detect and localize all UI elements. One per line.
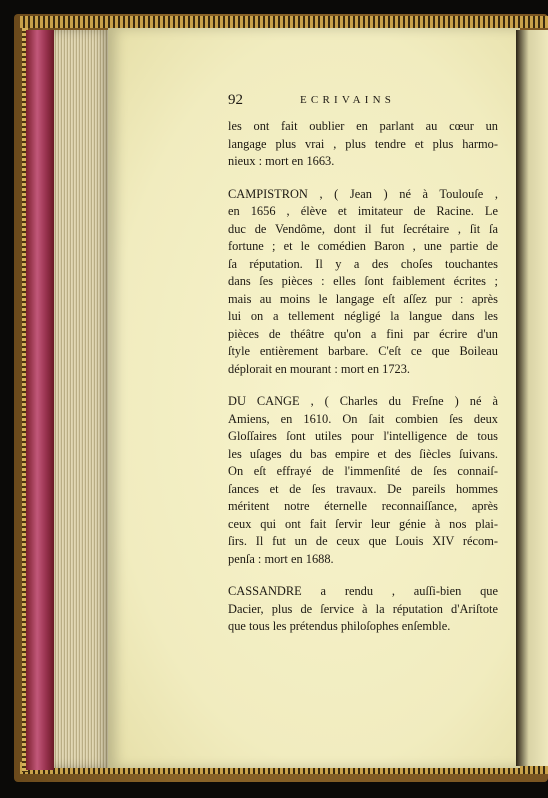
text-line: CASSANDRE a rendu , auſſi-bien que <box>228 584 498 598</box>
text-line: lui on a tellement négligé la langue dans les <box>228 309 498 323</box>
red-page-edge <box>26 30 54 770</box>
text-line: langage plus vrai , plus tendre et plus harmo- <box>228 136 498 151</box>
text-line: ſtyle entièrement barbare. C'eſt ce que Boileau <box>228 344 498 358</box>
page-number: 92 <box>228 92 243 108</box>
running-header <box>228 92 458 110</box>
text-line: penſa : mort en 1688. <box>228 551 334 566</box>
text-line: les uſages du bas empire et des ſiècles ſuivans. <box>228 446 498 461</box>
text-line: duc de Vendôme, dont il fut ſecrétaire , ſit ſa <box>228 221 498 236</box>
text-line: méritent notre éternelle reconnaiſſance, après <box>228 499 498 513</box>
text-line: mais au moins le langage eſt aſſez pur : après <box>228 291 498 306</box>
text-line: pièces de théâtre qu'on a fini par écrire d'un <box>228 326 498 341</box>
text-line: Amiens, en 1610. On ſait combien ſes deux <box>228 411 498 426</box>
paragraph <box>228 118 498 171</box>
text-line: dans ſes pièces : elles ſont faiblement écrites ; <box>228 274 498 288</box>
text-line: On eſt effrayé de l'immenſité de ſes connaiſ- <box>228 464 498 478</box>
gilt-border-top <box>20 16 548 28</box>
text-line: ſa réputation. Il y a des choſes touchantes <box>228 256 498 271</box>
text-line: ſirs. Il fut un de ceux que Louis XIV récom- <box>228 534 498 548</box>
text-line: CAMPISTRON , ( Jean ) né à Toulouſe , <box>228 186 498 201</box>
text-line: en 1656 , élève et imitateur de Racine. Le <box>228 204 498 218</box>
page-stack <box>54 30 110 768</box>
text-line: déplorait en mourant : mort en 1723. <box>228 361 411 376</box>
text-line: Dacier, plus de ſervice à la réputation d'Ariſtote <box>228 601 498 616</box>
text-line: ceux qui ont fait ſervir leur génie à nos plai- <box>228 516 498 531</box>
text-line: Gloſſaires ſont utiles pour l'intelligence de tous <box>228 429 498 443</box>
text-line: DU CANGE , ( Charles du Freſne ) né à <box>228 394 498 408</box>
text-line: fortune ; et le comédien Baron , une partie de <box>228 239 498 253</box>
text-line: nieux : mort en 1663. <box>228 154 335 168</box>
text-line: ſances et de ſes travaux. De pareils hommes <box>228 481 498 496</box>
paragraph <box>228 583 498 636</box>
text-line: que tous les prétendus philoſophes enſemble. <box>228 619 451 633</box>
running-head-title: ECRIVAINS <box>300 94 396 106</box>
paragraph <box>228 186 498 379</box>
paragraph <box>228 393 498 568</box>
page-body <box>228 118 498 636</box>
text-line: les ont fait oublier en parlant au cœur un <box>228 119 498 133</box>
facing-page <box>516 30 548 766</box>
